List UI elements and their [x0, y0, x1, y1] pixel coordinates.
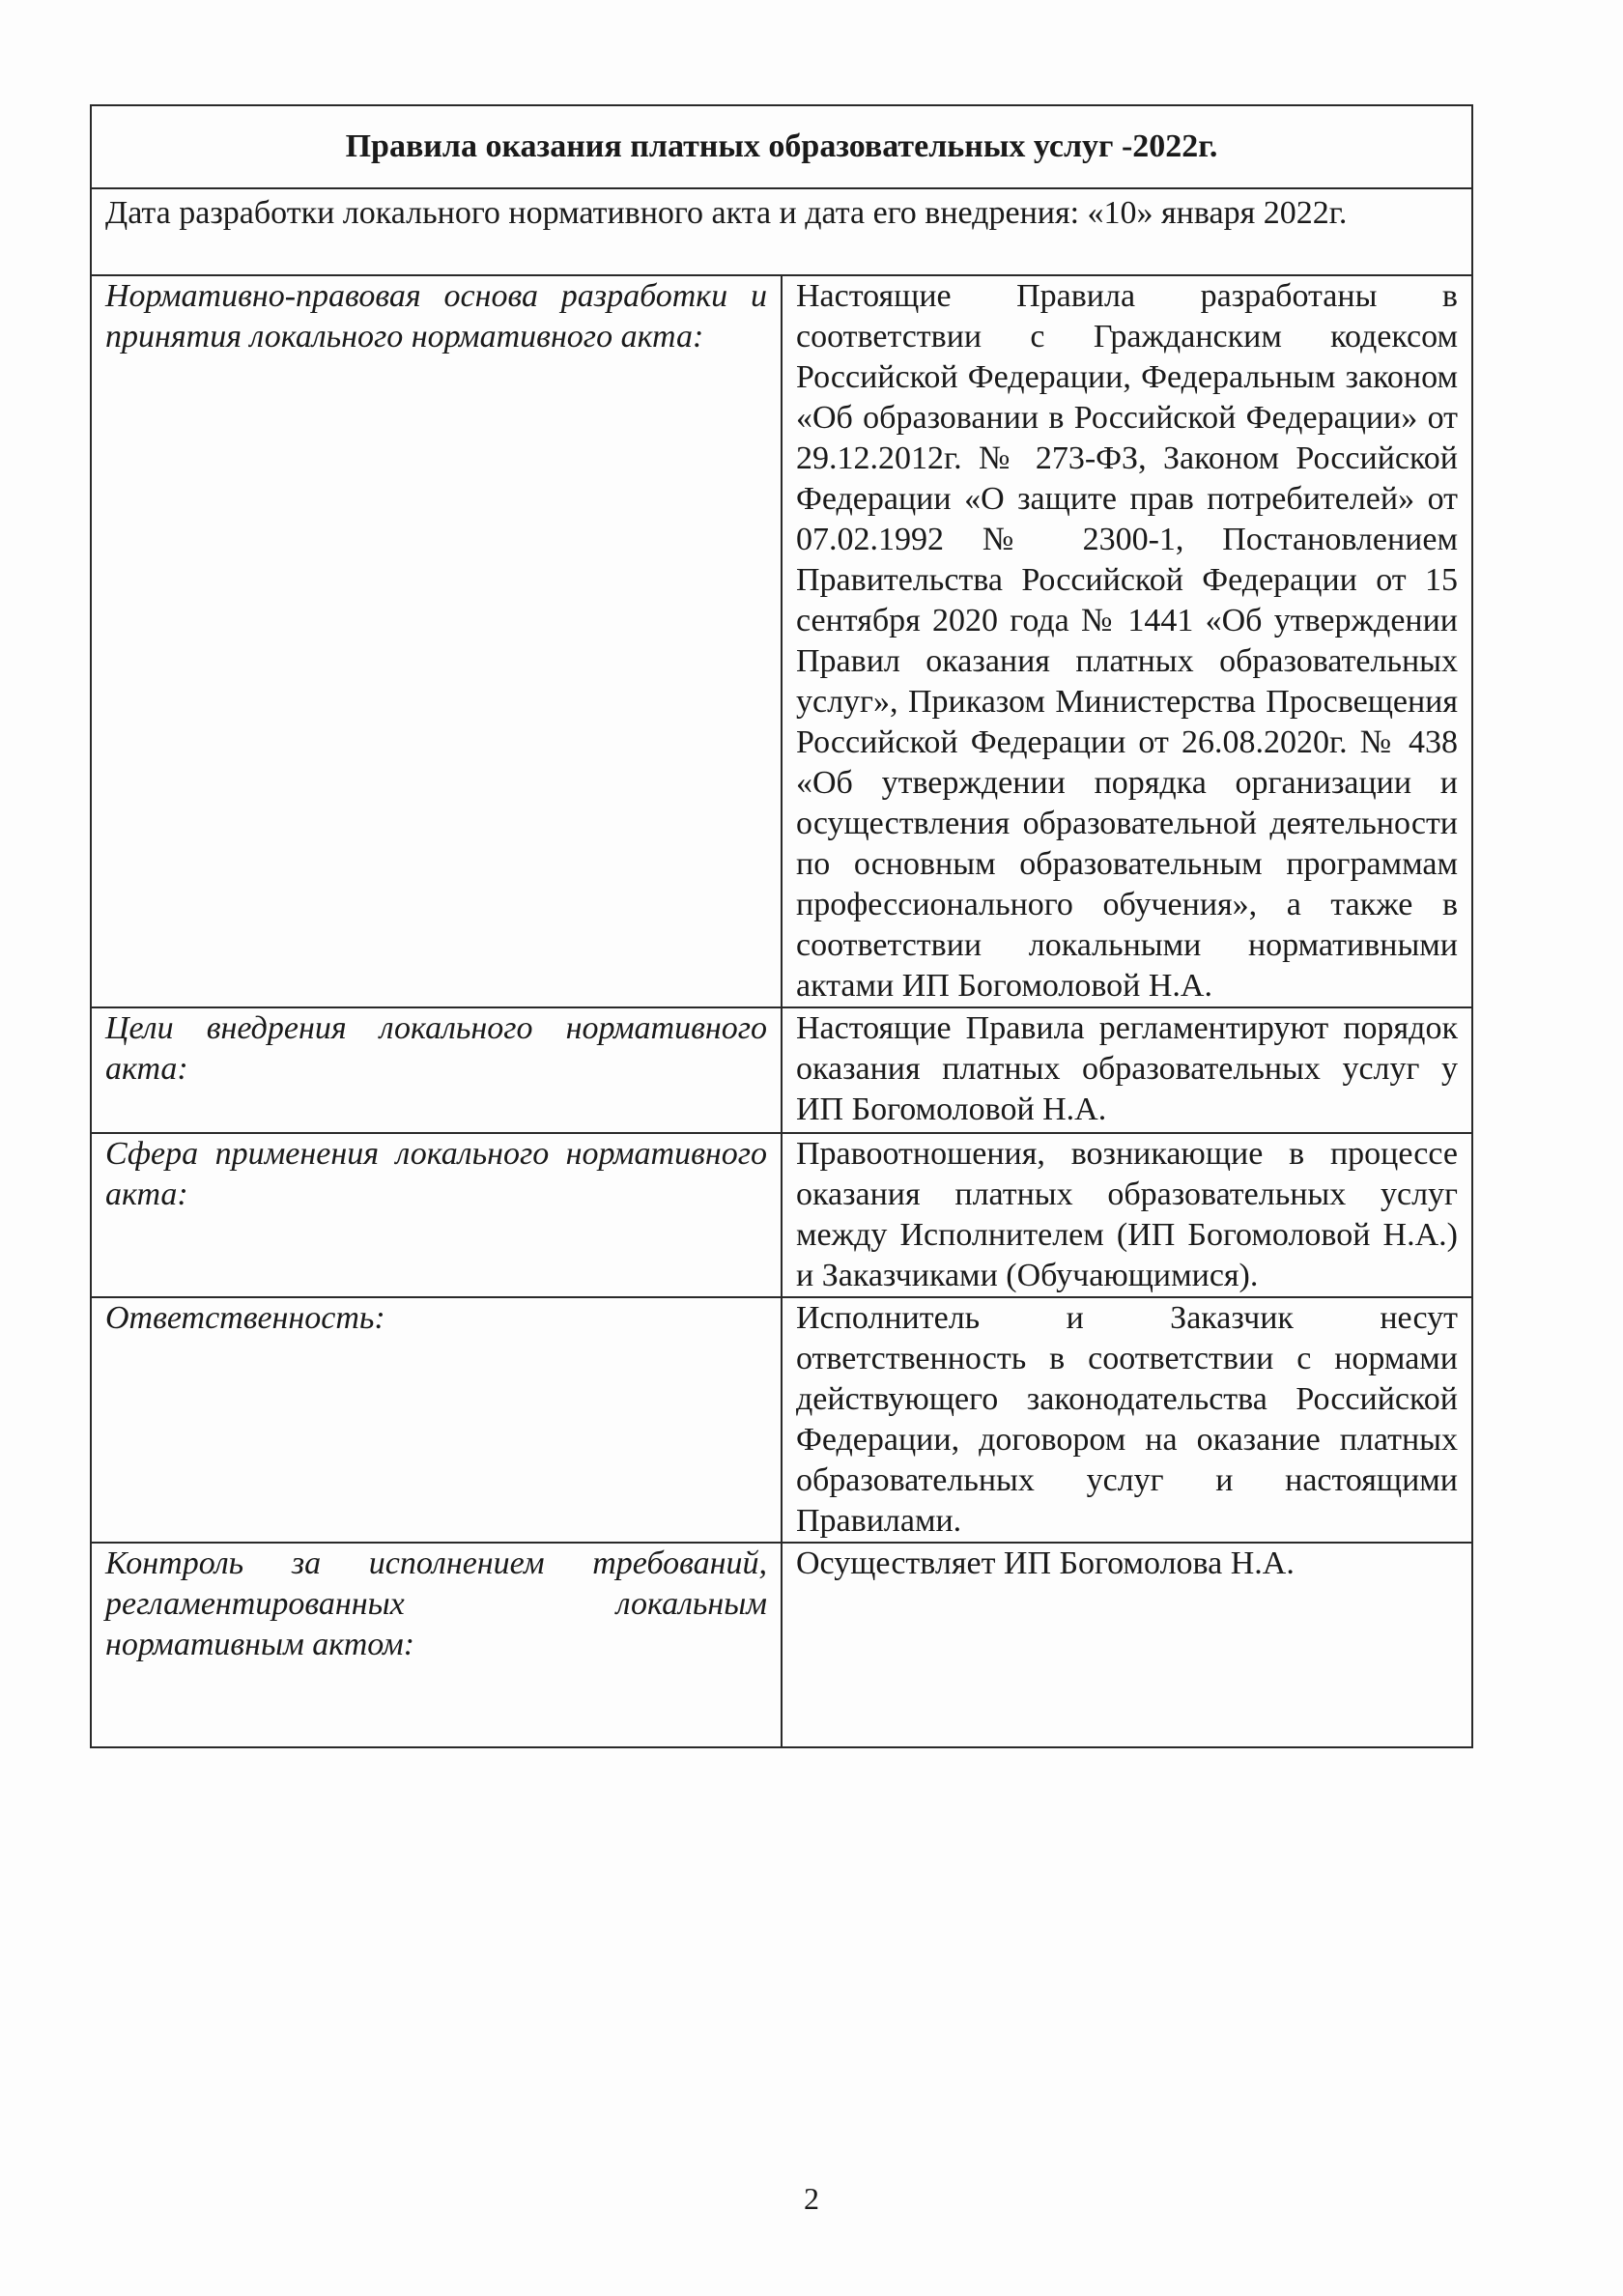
scope-value: Правоотношения, возникающие в процессе оказания платных образовательных услуг между Исполнителем (ИП Богомоловой Н.А.) и Заказчиками (Обучающимися). — [782, 1133, 1472, 1297]
development-date-text: Дата разработки локального нормативного акта и дата его внедрения: «10» января 2022г. — [91, 188, 1472, 275]
control-value: Осуществляет ИП Богомолова Н.А. — [782, 1543, 1472, 1747]
responsibility-label: Ответственность: — [91, 1297, 782, 1543]
table-row — [91, 1297, 1472, 1543]
table-row — [91, 1543, 1472, 1747]
scope-label: Сфера применения локального нормативного акта: — [91, 1133, 782, 1297]
date-row — [91, 188, 1472, 275]
responsibility-value: Исполнитель и Заказчик несут ответственность в соответствии с нормами действующего законодательства Российской Федерации, договором на оказание платных образовательных услуг и настоящими Правилами. — [782, 1297, 1472, 1543]
goals-value: Настоящие Правила регламентируют порядок оказания платных образовательных услуг у ИП Богомоловой Н.А. — [782, 1007, 1472, 1133]
document-title: Правила оказания платных образовательных услуг -2022г. — [91, 105, 1472, 188]
legal-basis-label: Нормативно-правовая основа разработки и принятия локального нормативного акта: — [91, 275, 782, 1007]
table-row — [91, 1007, 1472, 1133]
title-row — [91, 105, 1472, 188]
control-label: Контроль за исполнением требований, регламентированных локальным нормативным актом: — [91, 1543, 782, 1747]
regulation-table — [90, 104, 1473, 1748]
table-row — [91, 275, 1472, 1007]
goals-label: Цели внедрения локального нормативного акта: — [91, 1007, 782, 1133]
legal-basis-value: Настоящие Правила разработаны в соответствии с Гражданским кодексом Российской Федерации, Федеральным законом «Об образовании в Российской Федерации» от 29.12.2012г. № 273-ФЗ, Законом Российской Федерации «О защите прав потребителей» от 07.02.1992 № 2300-1, Постановлением Правительства Российской Федерации от 15 сентября 2020 года № 1441 «Об утверждении Правил оказания платных образовательных услуг», Приказом Министерства Просвещения Российской Федерации от 26.08.2020г. № 438 «Об утверждении порядка организации и осуществления образовательной деятельности по основным образовательным программам профессионального обучения», а также в соответствии локальными нормативными актами ИП Богомоловой Н.А. — [782, 275, 1472, 1007]
page-number: 2 — [804, 2181, 819, 2216]
table-row — [91, 1133, 1472, 1297]
